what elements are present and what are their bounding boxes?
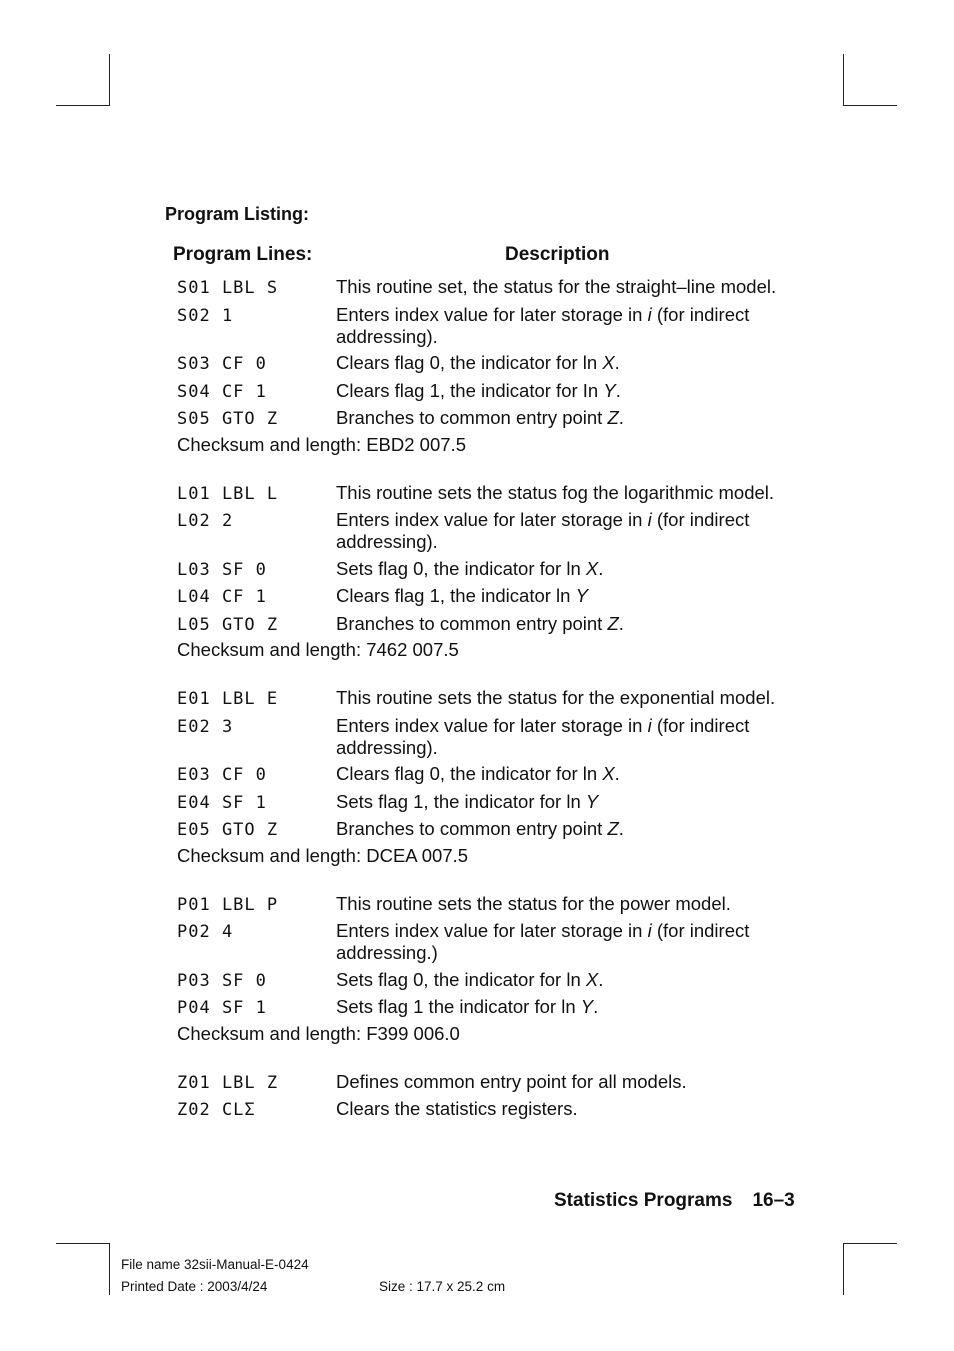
program-line-description	[336, 818, 786, 841]
description-variable: Y	[575, 585, 588, 606]
program-group	[177, 1071, 797, 1122]
checksum-line: Checksum and length: DCEA 007.5	[177, 844, 469, 866]
program-lines-header: Program Lines:	[173, 244, 313, 265]
program-line-code: E05 GTO Z	[177, 820, 279, 840]
program-line-row	[177, 585, 797, 608]
description-variable: Z	[607, 407, 619, 428]
description-text: Clears flag 1, the indicator ln	[336, 585, 576, 606]
crop-mark	[109, 54, 110, 106]
crop-mark	[843, 1243, 844, 1295]
program-line-row	[177, 969, 797, 992]
program-line-description	[336, 920, 786, 964]
description-variable: Y	[585, 790, 599, 812]
crop-mark	[843, 54, 844, 106]
program-line-description	[336, 1098, 786, 1121]
program-line-code: Z02 CLΣ	[177, 1100, 256, 1120]
description-text: (for indirect addressing).	[336, 714, 750, 758]
program-line-code: L04 CF 1	[177, 587, 267, 607]
page-footer	[554, 1190, 795, 1212]
description-variable: Z	[607, 818, 619, 839]
program-line-row	[177, 763, 797, 786]
description-text: .	[598, 968, 604, 990]
description-text: .	[618, 818, 624, 839]
program-line-code: E04 SF 1	[177, 792, 267, 813]
description-text: Clears the statistics registers.	[336, 1098, 578, 1119]
program-line-row	[177, 818, 797, 841]
program-line-row	[177, 276, 797, 299]
program-line-description	[336, 509, 786, 553]
program-line-description	[336, 558, 786, 581]
description-variable: Y	[603, 379, 616, 401]
program-group	[177, 893, 797, 1045]
description-variable: X	[585, 968, 599, 990]
program-line-code: L03 SF 0	[177, 559, 267, 580]
description-text: (for indirect addressing).	[336, 509, 750, 552]
program-line-row	[177, 893, 797, 916]
program-line-description	[336, 1071, 786, 1094]
description-text: .	[618, 612, 624, 634]
printed-date: Printed Date : 2003/4/24	[121, 1279, 268, 1294]
program-group	[177, 482, 797, 662]
crop-mark	[843, 1243, 897, 1244]
description-text: .	[618, 407, 624, 428]
program-listing	[177, 276, 797, 1147]
description-variable: Y	[580, 996, 594, 1017]
description-text: Enters index value for later storage in	[336, 509, 648, 530]
crop-mark	[109, 1243, 110, 1295]
program-line-code: P04 SF 1	[177, 998, 267, 1018]
description-text: Sets flag 1, the indicator for ln	[336, 790, 586, 812]
description-text: Sets flag 1 the indicator for ln	[336, 996, 581, 1017]
program-line-code: E01 LBL E	[177, 689, 279, 709]
description-variable: X	[585, 557, 599, 579]
description-text: Clears flag 1, the indicator for In	[336, 379, 604, 401]
program-line-row	[177, 558, 797, 581]
description-variable: X	[602, 352, 615, 373]
program-line-description	[336, 352, 786, 375]
description-text: This routine sets the status for the power model.	[336, 892, 731, 914]
program-line-row	[177, 613, 797, 636]
description-variable: i	[647, 303, 652, 325]
description-text: This routine sets the status for the exponential model.	[336, 687, 776, 708]
description-text: Branches to common entry point	[336, 818, 608, 839]
page-size: Size : 17.7 x 25.2 cm	[379, 1279, 506, 1294]
description-variable: i	[647, 920, 652, 941]
description-variable: i	[647, 509, 652, 530]
description-text: Sets flag 0, the indicator for ln	[336, 968, 586, 990]
program-line-row	[177, 509, 797, 553]
program-line-row	[177, 407, 797, 430]
program-line-code: E03 CF 0	[177, 765, 267, 785]
description-variable: Z	[607, 612, 619, 634]
section-title: Program Listing:	[165, 204, 310, 224]
description-text: Sets flag 0, the indicator for ln	[336, 557, 586, 579]
program-line-description	[336, 791, 786, 814]
program-line-code: P01 LBL P	[177, 894, 279, 915]
description-text: Enters index value for later storage in	[336, 714, 648, 736]
description-text: Branches to common entry point	[336, 612, 608, 634]
program-line-code: L01 LBL L	[177, 483, 279, 504]
program-line-row	[177, 715, 797, 759]
description-text: .	[614, 763, 620, 784]
crop-mark	[843, 105, 897, 106]
program-line-description	[336, 407, 786, 430]
program-line-code: L05 GTO Z	[177, 614, 279, 635]
program-line-description	[336, 276, 786, 299]
description-text: This routine set, the status for the straight–line model.	[336, 276, 777, 297]
crop-mark	[56, 1243, 110, 1244]
description-text: (for indirect addressing).	[336, 303, 750, 347]
program-line-code: Z01 LBL Z	[177, 1072, 279, 1093]
footer-section-title: Statistics Programs	[554, 1190, 733, 1211]
program-line-description	[336, 687, 786, 710]
description-header: Description	[505, 244, 610, 265]
column-headers	[173, 244, 793, 270]
program-line-description	[336, 763, 786, 786]
description-text: .	[593, 996, 599, 1017]
program-line-row	[177, 687, 797, 710]
description-text: Enters index value for later storage in	[336, 920, 648, 941]
program-line-code: P02 4	[177, 922, 234, 942]
program-line-code: L02 2	[177, 511, 234, 531]
page-number: 16–3	[752, 1190, 795, 1211]
program-line-row	[177, 791, 797, 814]
program-line-row	[177, 352, 797, 375]
description-text: (for indirect addressing.)	[336, 920, 750, 963]
program-line-row	[177, 996, 797, 1019]
checksum-line: Checksum and length: 7462 007.5	[177, 639, 459, 660]
description-text: Clears flag 0, the indicator for ln	[336, 352, 603, 373]
program-line-description	[336, 482, 786, 505]
program-line-description	[336, 893, 786, 916]
description-variable: i	[647, 714, 652, 736]
program-line-code: S01 LBL S	[177, 278, 279, 298]
program-line-code: S02 1	[177, 305, 234, 326]
description-text: Enters index value for later storage in	[336, 303, 648, 325]
file-name: File name 32sii-Manual-E-0424	[121, 1257, 309, 1272]
program-line-description	[336, 380, 786, 403]
program-line-code: S05 GTO Z	[177, 409, 279, 429]
description-text: Branches to common entry point	[336, 407, 608, 428]
program-line-description	[336, 585, 786, 608]
description-text: .	[598, 557, 604, 579]
program-group	[177, 276, 797, 456]
description-text: This routine sets the status fog the logarithmic model.	[336, 481, 775, 503]
program-line-description	[336, 304, 786, 348]
program-line-code: S04 CF 1	[177, 381, 267, 402]
program-line-description	[336, 715, 786, 759]
program-line-code: P03 SF 0	[177, 970, 267, 991]
checksum-line: Checksum and length: F399 006.0	[177, 1022, 460, 1044]
program-line-row	[177, 304, 797, 348]
description-text: Clears flag 0, the indicator for ln	[336, 763, 603, 784]
program-group	[177, 687, 797, 867]
program-line-description	[336, 613, 786, 636]
description-text: .	[615, 379, 621, 401]
checksum-line: Checksum and length: EBD2 007.5	[177, 433, 466, 455]
description-text: Defines common entry point for all models.	[336, 1070, 687, 1092]
program-line-description	[336, 969, 786, 992]
program-line-row	[177, 380, 797, 403]
program-line-description	[336, 996, 786, 1019]
program-line-code: S03 CF 0	[177, 354, 267, 374]
program-line-row	[177, 920, 797, 964]
program-line-code: E02 3	[177, 716, 234, 737]
description-text: .	[614, 352, 620, 373]
program-line-row	[177, 482, 797, 505]
crop-mark	[56, 105, 110, 106]
program-line-row	[177, 1071, 797, 1094]
program-line-row	[177, 1098, 797, 1121]
description-variable: X	[602, 763, 615, 784]
